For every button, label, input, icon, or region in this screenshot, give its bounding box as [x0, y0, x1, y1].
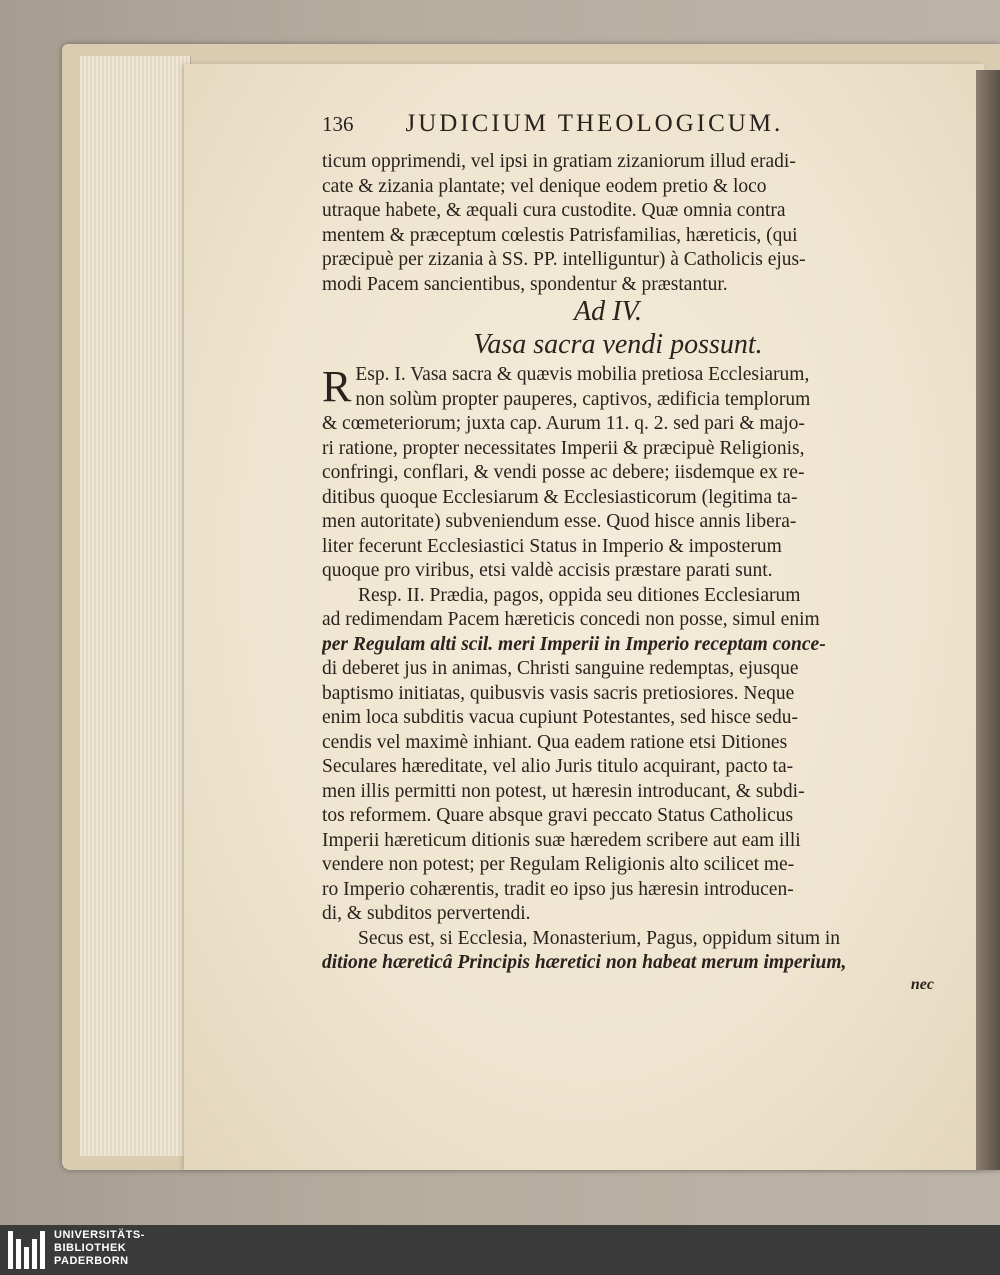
text-line: ditione hæreticâ Principis hæretici non habeat merum imperium,	[322, 952, 847, 973]
text-line: non solùm propter pauperes, captivos, ædificia templorum	[355, 388, 811, 410]
text-line: ditibus quoque Ecclesiarum & Ecclesiasticorum (legitima ta-	[322, 486, 798, 508]
text-line: men illis permitti non potest, ut hæresin introducant, & subdi-	[322, 780, 805, 802]
text-line: ro Imperio cohærentis, tradit eo ipso jus hæresin introducen-	[322, 878, 794, 900]
text-line: Imperii hæreticum ditionis suæ hæredem scribere aut eam illi	[322, 829, 801, 851]
drop-cap: R	[322, 362, 352, 411]
response-one	[322, 363, 934, 584]
text-line: cendis vel maximè inhiant. Qua eadem ratione etsi Ditiones	[322, 731, 788, 753]
text-line: per Regulam alti scil. meri Imperii in Imperio receptam conce-	[322, 633, 826, 655]
final-paragraph	[322, 927, 934, 976]
text-line: præcipuè per zizania à SS. PP. intelliguntur) à Catholicis ejus-	[322, 249, 806, 270]
library-logo-icon	[8, 1231, 48, 1269]
running-head-title: JUDICIUM THEOLOGICUM.	[405, 110, 784, 137]
page-text	[322, 110, 934, 998]
library-name	[54, 1229, 145, 1268]
running-head	[322, 110, 934, 150]
text-line: ri ratione, propter necessitates Imperii & præcipuè Religionis,	[322, 437, 805, 459]
text-line: di deberet jus in animas, Christi sanguine redemptas, ejusque	[322, 658, 799, 679]
text-line: enim loca subditis vacua cupiunt Potestantes, sed hisce sedu-	[322, 707, 799, 728]
library-name-line: PADERBORN	[54, 1255, 129, 1267]
text-line: liter fecerunt Ecclesiastici Status in Imperio & imposterum	[322, 535, 782, 557]
library-name-line: UNIVERSITÄTS-	[54, 1229, 145, 1241]
text-line: Esp. I. Vasa sacra & quævis mobilia pretiosa Ecclesiarum,	[355, 364, 810, 385]
book-gutter-shadow	[976, 70, 1000, 1170]
text-line: men autoritate) subveniendum esse. Quod hisce annis libera-	[322, 511, 797, 532]
text-line: baptismo initiatas, quibusvis vasis sacris pretiosiores. Neque	[322, 682, 795, 704]
text-line: modi Pacem sancientibus, spondentur & præstantur.	[322, 273, 728, 295]
text-line: tos reformem. Quare absque gravi peccato Status Catholicus	[322, 805, 794, 826]
text-line: mentem & præceptum cœlestis Patrisfamilias, hæreticis, (qui	[322, 224, 798, 246]
section-heading: Ad IV.	[574, 296, 642, 327]
text-line: cate & zizania plantate; vel denique eodem pretio & loco	[322, 175, 767, 197]
response-two	[322, 584, 934, 927]
text-line: Secus est, si Ecclesia, Monasterium, Pagus, oppidum situm in	[358, 927, 841, 949]
text-line: ad redimendam Pacem hæreticis concedi non posse, simul enim	[322, 609, 820, 630]
text-line: di, & subditos pervertendi.	[322, 903, 531, 924]
text-line: ticum opprimendi, vel ipsi in gratiam zizaniorum illud eradi-	[322, 151, 796, 172]
text-line: confringi, conflari, & vendi posse ac debere; iisdemque ex re-	[322, 462, 805, 483]
catchword: nec	[910, 975, 934, 993]
text-line: utraque habete, & æquali cura custodite. Quæ omnia contra	[322, 200, 786, 221]
library-name-line: BIBLIOTHEK	[54, 1242, 127, 1254]
section-subheading: Vasa sacra vendi possunt.	[473, 329, 763, 360]
text-line: & cœmeteriorum; juxta cap. Aurum 11. q. 2. sed pari & majo-	[322, 413, 805, 434]
text-line: Resp. II. Prædia, pagos, oppida seu ditiones Ecclesiarum	[358, 584, 801, 606]
text-line: vendere non potest; per Regulam Religionis alto scilicet me-	[322, 854, 795, 875]
library-footer	[0, 1225, 1000, 1275]
page-edges	[80, 56, 191, 1156]
page-number: 136	[322, 112, 354, 136]
top-paragraph	[322, 150, 934, 297]
text-line: quoque pro viribus, etsi valdè accisis præstare parati sunt.	[322, 560, 773, 581]
text-line: Seculares hæreditate, vel alio Juris titulo acquirant, pacto ta-	[322, 756, 794, 777]
